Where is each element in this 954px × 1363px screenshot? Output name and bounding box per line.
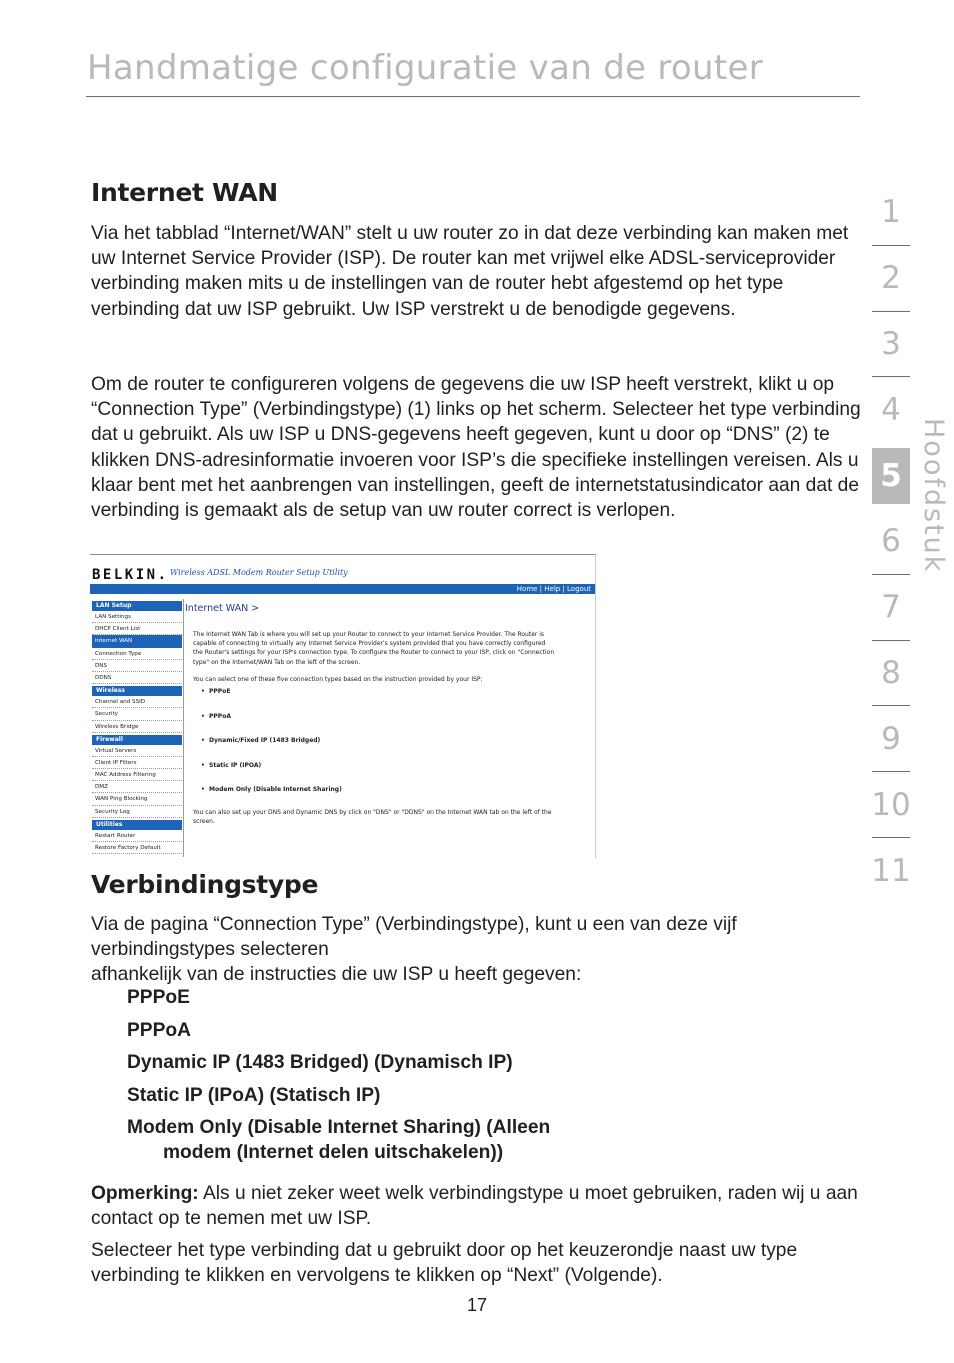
- nav-item-internet-wan: Internet WAN: [92, 635, 182, 647]
- verbindingstype-intro-2: afhankelijk van de instructies die uw ISP u heeft gegeven:: [91, 964, 582, 985]
- chapter-number: 2: [872, 246, 910, 312]
- nav-head-lan-setup: LAN Setup: [92, 601, 182, 611]
- connection-type-item: • Dynamic/Fixed IP (1483 Bridged): [201, 737, 321, 745]
- chapter-number-active: 5: [872, 448, 910, 504]
- chapter-number: 7: [872, 575, 910, 641]
- chapter-number: 11: [871, 852, 911, 889]
- internet-wan-paragraph-1: Via het tabblad “Internet/WAN” stelt u uw router zo in dat deze verbinding kan maken met uw Internet Service Provider (ISP). De router kan met vrijwel elke ADSL-serviceprovider verbinding maken mits u de instellingen van de router hebt afgestemd op het type verbinding dat uw ISP gebruikt. Uw ISP verstrekt u de benodigde gegevens.: [91, 223, 849, 320]
- chapter-number: 3: [872, 312, 910, 378]
- screenshot-select-text: You can select one of these five connection types based on the instruction provided by your ISP:: [193, 675, 483, 683]
- nav-item-mac-filtering: MAC Address Filtering: [92, 769, 182, 781]
- nav-head-firewall: Firewall: [92, 735, 182, 745]
- nav-item-channel-ssid: Channel and SSID: [92, 696, 182, 708]
- nav-item-ddns: DDNS: [92, 672, 182, 684]
- option-static-ip: Static IP (IPoA) (Statisch IP): [127, 1084, 381, 1106]
- nav-head-wireless: Wireless: [92, 686, 182, 696]
- nav-item-security-log: Security Log: [92, 806, 182, 818]
- chapter-index: [872, 180, 910, 904]
- nav-head-utilities: Utilities: [92, 820, 182, 830]
- chapter-number: 4: [881, 392, 901, 429]
- option-modem-only: Modem Only (Disable Internet Sharing) (Alleen: [127, 1117, 551, 1138]
- option-modem-only-continued: modem (Internet delen uitschakelen)): [163, 1142, 504, 1163]
- nav-item-lan-settings: LAN Settings: [92, 611, 182, 623]
- option-dynamic-ip: Dynamic IP (1483 Bridged) (Dynamisch IP): [127, 1052, 513, 1073]
- note-paragraph: [91, 1181, 866, 1231]
- belkin-logo: BELKIN.: [92, 567, 169, 583]
- note-label: Opmerking:: [91, 1183, 199, 1204]
- sidebar-divider: [183, 599, 184, 857]
- nav-item-wireless-bridge: Wireless Bridge: [92, 721, 182, 733]
- section-heading-internet-wan: Internet WAN: [91, 178, 278, 207]
- connection-type-item: • PPPoA: [201, 712, 231, 720]
- screenshot-heading: Internet WAN >: [185, 603, 260, 614]
- page-number: 17: [466, 1295, 488, 1315]
- top-links: Home | Help | Logout: [516, 585, 591, 593]
- nav-item-client-ip-filters: Client IP Filters: [92, 757, 182, 769]
- router-setup-screenshot: [90, 554, 596, 858]
- chapter-number: 1: [872, 180, 910, 246]
- screenshot-dns-text: You can also set up your DNS and Dynamic DNS by click on "DNS" or "DDNS" on the Internet WAN tab on the left of the screen.: [193, 809, 552, 826]
- screenshot-sidebar: [92, 599, 182, 854]
- connection-type-item: • Static IP (IPOA): [201, 761, 262, 769]
- nav-item-wan-ping-blocking: WAN Ping Blocking: [92, 793, 182, 805]
- screenshot-content: [185, 603, 593, 834]
- chapter-number: 9: [872, 706, 910, 772]
- nav-item-dns: DNS: [92, 660, 182, 672]
- connection-type-options: [127, 985, 550, 1173]
- screenshot-description: The Internet WAN Tab is where you will set up your Router to connect to your Internet Service Provider. The Router is capable of connecting to virtually any Internet Service Provider's system provided that you have correctly configured the Router's settings for your ISP's connection type. To configure the Router to connect to your ISP, click on "Connection type" on the Internet/WAN Tab on the left of the screen.: [193, 631, 555, 666]
- option-pppoa: PPPoA: [127, 1019, 191, 1041]
- internet-wan-paragraph-2: Om de router te configureren volgens de gegevens die uw ISP heeft verstrekt, klikt u op “Connection Type” (Verbindingstype) (1) links op het scherm. Selecteer het type verbinding dat u gebruikt. Als uw ISP u DNS-gegevens heeft gegeven, kunt u door op “DNS” (2) te klikken DNS-adresinformatie invoeren voor ISP’s die specifieke instellingen vereisen. Als u klaar bent met het aanbrengen van instellingen, geeft de internetstatusindicator aan dat de verbinding is gemaakt als de setup van uw router correct is verlopen.: [91, 374, 861, 522]
- nav-item-restore-factory: Restore Factory Default: [92, 842, 182, 854]
- chapter-number: 8: [872, 641, 910, 707]
- option-pppoe: PPPoE: [127, 987, 190, 1008]
- nav-item-restart-router: Restart Router: [92, 830, 182, 842]
- note-text: Als u niet zeker weet welk verbindingstype u moet gebruiken, raden wij u aan contact op te nemen met uw ISP.: [91, 1183, 858, 1230]
- nav-item-dmz: DMZ: [92, 781, 182, 793]
- chapter-label: Hoofdstuk: [918, 418, 949, 574]
- nav-item-connection-type: Connection Type: [92, 648, 182, 660]
- connection-type-item: • Modem Only (Disable Internet Sharing): [201, 786, 342, 794]
- chapter-number: 10: [872, 772, 910, 838]
- nav-item-virtual-servers: Virtual Servers: [92, 745, 182, 757]
- section-heading-verbindingstype: Verbindingstype: [91, 870, 319, 899]
- verbindingstype-intro-1: Via de pagina “Connection Type” (Verbindingstype), kunt u een van deze vijf verbindingstypes selecteren: [91, 914, 737, 961]
- nav-item-dhcp-client-list: DHCP Client List: [92, 623, 182, 635]
- utility-tagline: Wireless ADSL Modem Router Setup Utility: [170, 568, 348, 577]
- nav-item-security: Security: [92, 708, 182, 720]
- closing-paragraph: Selecteer het type verbinding dat u gebruikt door op het keuzerondje naast uw type verbinding te klikken en vervolgens te klikken op “Next” (Volgende).: [91, 1240, 798, 1287]
- title-divider: [86, 96, 860, 97]
- connection-type-item: • PPPoE: [201, 688, 231, 696]
- page-title: Handmatige configuratie van de router: [87, 48, 764, 88]
- chapter-number: 6: [872, 509, 910, 575]
